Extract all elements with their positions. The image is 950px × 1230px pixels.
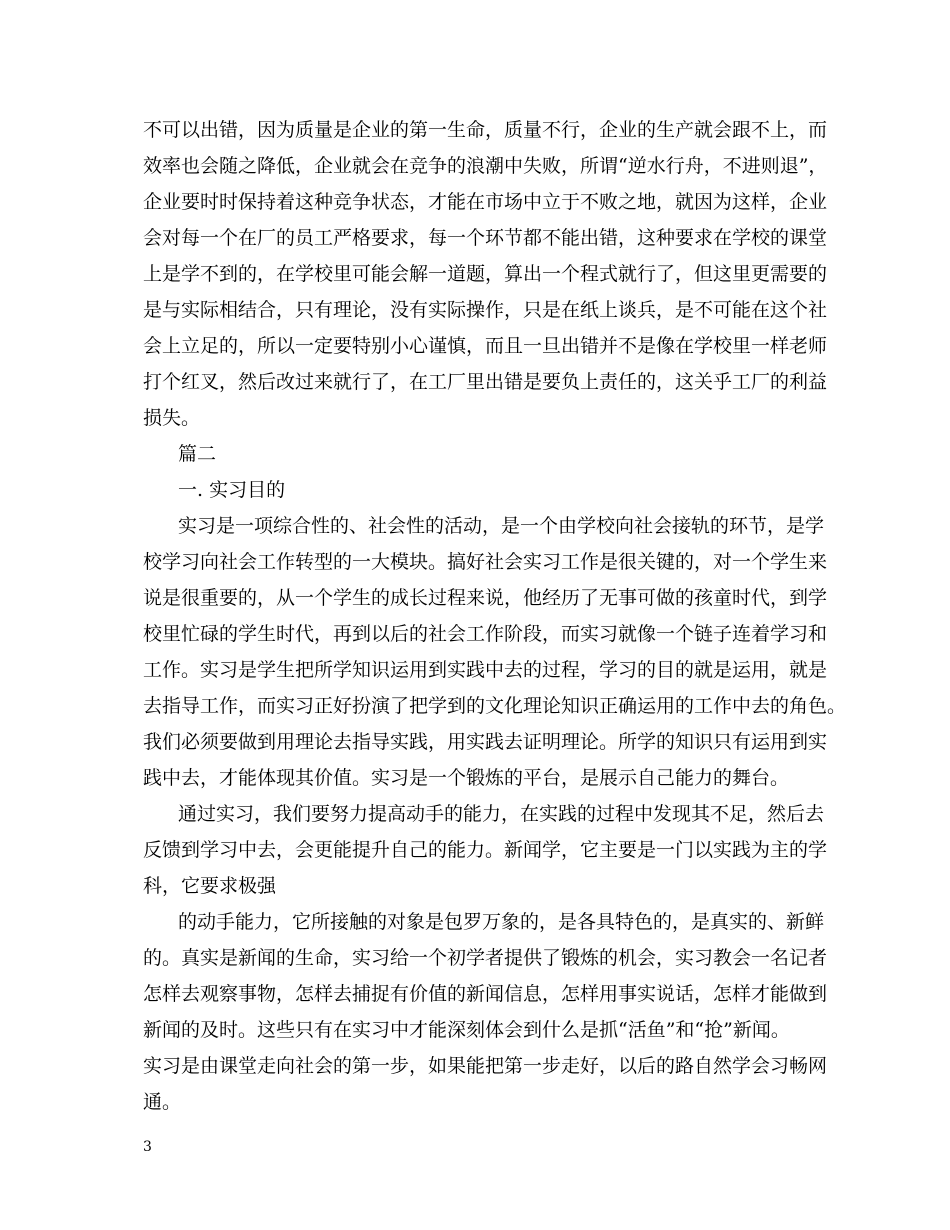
body-line: 的。真实是新闻的生命，实习给一个初学者提供了锻炼的机会，实习教会一名记者 (143, 947, 828, 969)
body-line: 损失。 (143, 407, 201, 429)
body-line: 效率也会随之降低，企业就会在竞争的浪潮中失败，所谓“逆水行舟，不进则退”， (143, 155, 828, 177)
body-line: 说是很重要的，从一个学生的成长过程来说，他经历了无事可做的孩童时代，到学 (143, 587, 828, 609)
subsection-heading: 一. 实习目的 (178, 479, 286, 501)
body-line: 企业要时时保持着这种竞争状态，才能在市场中立于不败之地，就因为这样，企业 (143, 191, 828, 213)
body-line: 通。 (143, 1091, 182, 1113)
body-line: 打个红叉，然后改过来就行了，在工厂里出错是要负上责任的，这关乎工厂的利益 (143, 371, 828, 393)
body-line: 科，它要求极强 (143, 875, 277, 897)
body-line: 是与实际相结合，只有理论，没有实际操作，只是在纸上谈兵，是不可能在这个社 (143, 299, 828, 321)
body-line: 不可以出错，因为质量是企业的第一生命，质量不行，企业的生产就会跟不上，而 (143, 119, 828, 141)
paragraph-first-line: 实习是一项综合性的、社会性的活动，是一个由学校向社会接轨的环节，是学 (178, 515, 825, 537)
body-line: 新闻的及时。这些只有在实习中才能深刻体会到什么是抓“活鱼”和“抢”新闻。 (143, 1019, 790, 1041)
body-line: 去指导工作，而实习正好扮演了把学到的文化理论知识正确运用的工作中去的角色。 (143, 695, 847, 717)
body-line: 我们必须要做到用理论去指导实践，用实践去证明理论。所学的知识只有运用到实 (143, 731, 828, 753)
page-number: 3 (143, 1139, 152, 1155)
body-line: 工作。实习是学生把所学知识运用到实践中去的过程，学习的目的就是运用，就是 (143, 659, 828, 681)
body-line: 校里忙碌的学生时代，再到以后的社会工作阶段，而实习就像一个链子连着学习和 (143, 623, 828, 645)
body-line: 会上立足的，所以一定要特别小心谨慎，而且一旦出错并不是像在学校里一样老师 (143, 335, 828, 357)
body-line: 怎样去观察事物，怎样去捕捉有价值的新闻信息，怎样用事实说话，怎样才能做到 (143, 983, 828, 1005)
section-heading: 篇二 (178, 443, 217, 465)
body-line: 实习是由课堂走向社会的第一步，如果能把第一步走好，以后的路自然学会习畅网 (143, 1055, 828, 1077)
body-line: 校学习向社会工作转型的一大模块。搞好社会实习工作是很关键的，对一个学生来 (143, 551, 828, 573)
paragraph-first-line: 的动手能力，它所接触的对象是包罗万象的，是各具特色的，是真实的、新鲜 (178, 911, 825, 933)
body-line: 上是学不到的，在学校里可能会解一道题，算出一个程式就行了，但这里更需要的 (143, 263, 828, 285)
paragraph-first-line: 通过实习，我们要努力提高动手的能力，在实践的过程中发现其不足，然后去 (178, 803, 825, 825)
body-line: 践中去，才能体现其价值。实习是一个锻炼的平台，是展示自己能力的舞台。 (143, 767, 790, 789)
body-line: 会对每一个在厂的员工严格要求，每一个环节都不能出错，这种要求在学校的课堂 (143, 227, 828, 249)
body-line: 反馈到学习中去，会更能提升自己的能力。新闻学，它主要是一门以实践为主的学 (143, 839, 828, 861)
